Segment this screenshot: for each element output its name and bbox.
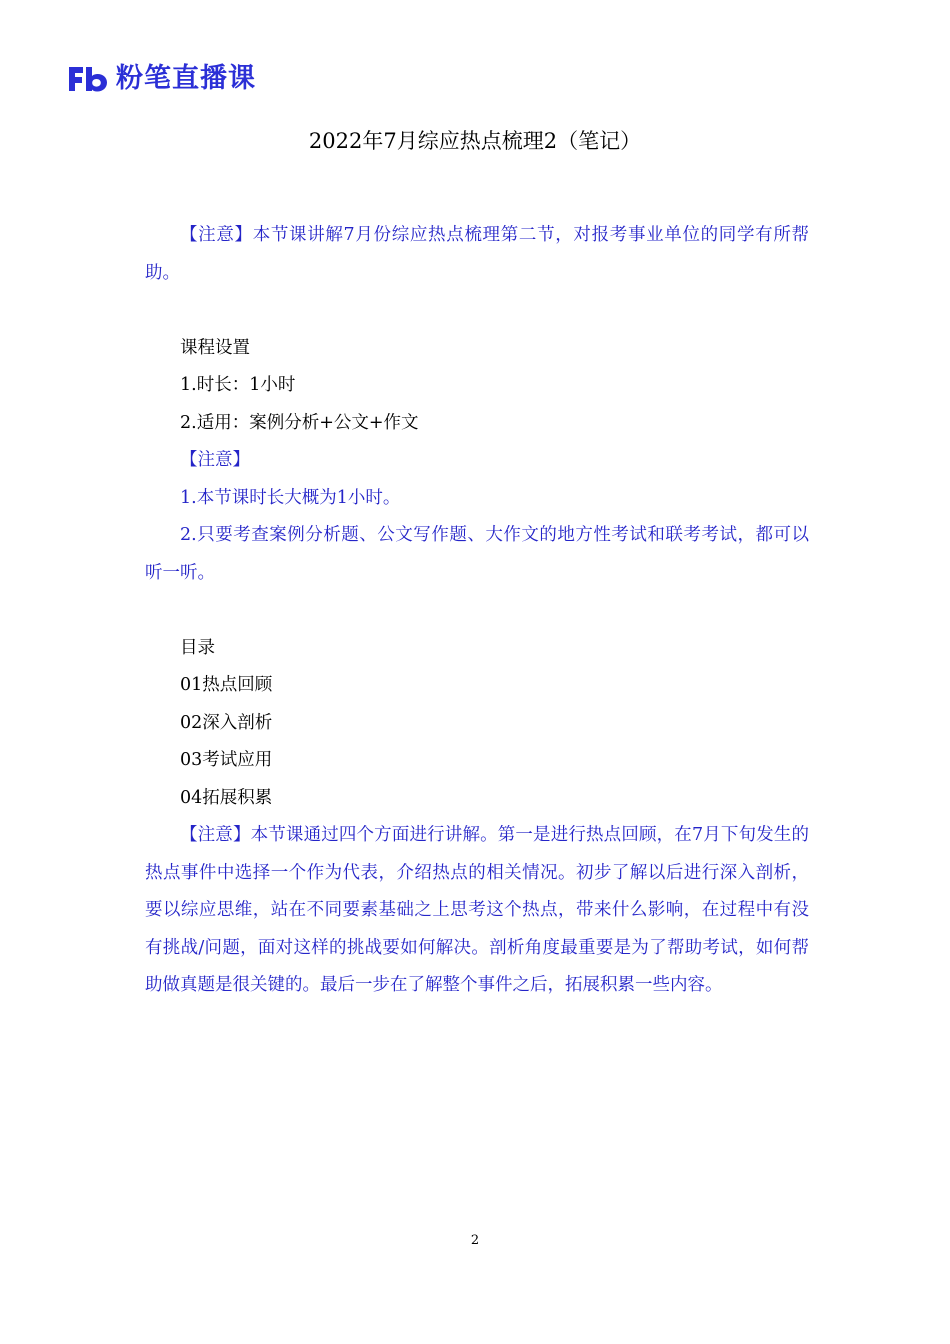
course-settings-heading: 课程设置 (180, 337, 250, 358)
toc-item: 01热点回顾 (180, 675, 273, 695)
document-title: 2022年7月综应热点梳理2（笔记） (308, 129, 642, 153)
note-paragraph: 【注意】本节课通过四个方面进行讲解。第一是进行热点回顾，在7月下旬发生的热点事件中选择一个作为代表，介绍热点的相关情况。初步了解以后进行深入剖析，要以综应思维，站在不同要素基础之上思考这个热点，带来什么影响，在过程中有没有挑战/问题，面对这样的挑战要如何解决。剖析角度最重要是为了帮助考试，如何帮助做真题是很关键的。最后一步在了解整个事件之后，拓展积累一些内容。 (145, 825, 809, 995)
toc-item: 03考试应用 (180, 750, 273, 770)
page-number: 2 (470, 1233, 480, 1248)
course-duration: 1.时长：1小时 (180, 375, 296, 395)
brand-logo (66, 62, 256, 96)
note-item: 2.只要考查案例分析题、公文写作题、大作文的地方性考试和联考考试，都可以听一听。 (145, 525, 809, 583)
spacer (145, 592, 809, 630)
spacer (145, 292, 809, 330)
note-item: 1.本节课时长大概为1小时。 (180, 487, 401, 508)
document-body (145, 217, 809, 1005)
toc-heading: 目录 (180, 637, 215, 658)
brand-name: 粉笔直播课 (116, 63, 256, 94)
fb-logo-icon (66, 63, 110, 95)
note-paragraph: 【注意】本节课讲解7月份综应热点梳理第二节，对报考事业单位的同学有所帮助。 (145, 225, 809, 283)
note-label: 【注意】 (180, 450, 250, 470)
toc-item: 02深入剖析 (180, 712, 273, 733)
course-scope: 2.适用：案例分析+公文+作文 (180, 412, 419, 433)
toc-item: 04拓展积累 (180, 787, 273, 808)
